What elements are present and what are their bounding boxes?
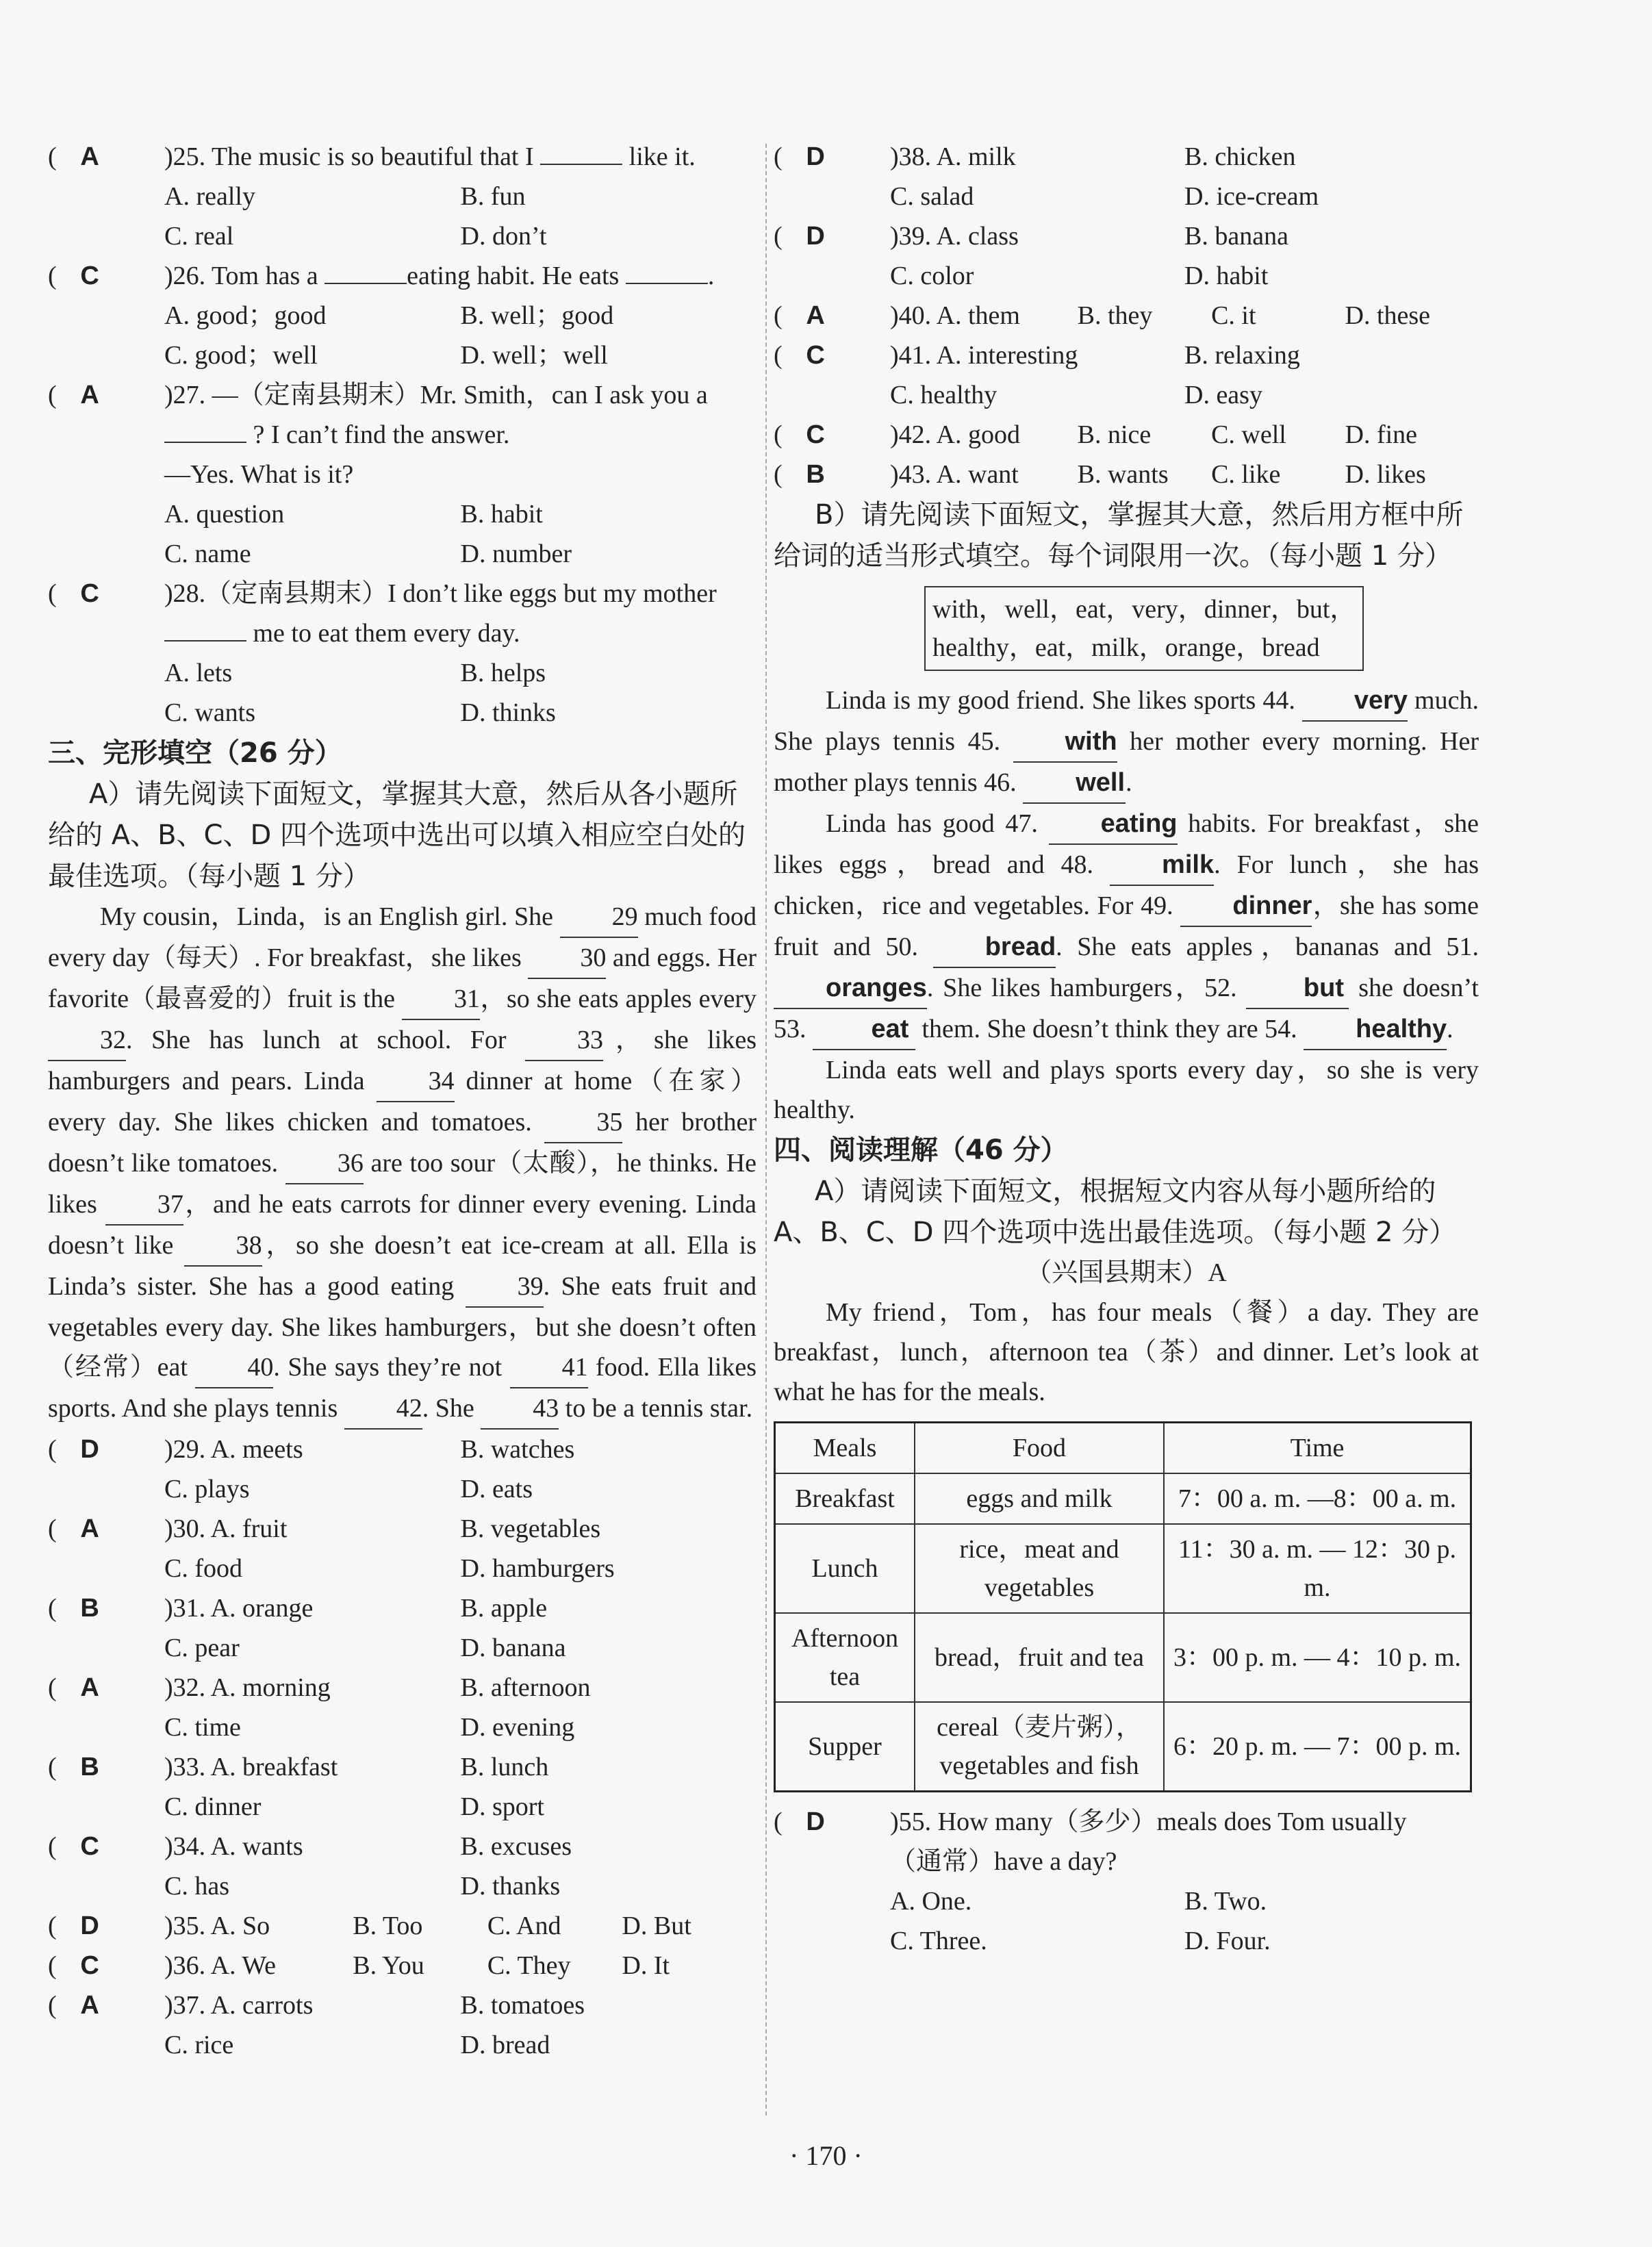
- question-head: ( C: [774, 335, 842, 375]
- option-1: B. Two.: [1184, 1887, 1267, 1916]
- fill-answer: dinner: [1180, 886, 1312, 927]
- option-a: )38. A. milk: [890, 142, 1016, 171]
- option-a: )35. A. So: [164, 1912, 270, 1940]
- option-2: D. habit: [1184, 262, 1269, 290]
- question-stem: [164, 574, 757, 613]
- options: [890, 455, 1479, 494]
- question-head: ( D: [774, 1802, 842, 1842]
- answer-letter: A: [80, 1673, 99, 1702]
- option-2: D. But: [622, 1912, 691, 1940]
- cloze-blank: 35: [544, 1102, 622, 1143]
- question-stem-text: )25. The music is so beautiful that I: [164, 142, 534, 171]
- question-42: [774, 415, 1479, 455]
- fill-passage: Linda eats well and plays sports every day，so she is very healthy.: [774, 1056, 1479, 1124]
- options: [164, 1509, 757, 1588]
- question-stem-text: )27. —（定南县期末）Mr. Smith，can I ask you a: [164, 381, 708, 409]
- option-0: B. chicken: [1184, 142, 1296, 171]
- question-stem: [164, 375, 757, 415]
- right-column: [774, 137, 1479, 1961]
- question-head: ( A: [48, 1985, 116, 2025]
- question-body: [164, 375, 757, 574]
- answer-letter: C: [80, 579, 99, 608]
- question-head: ( D: [48, 1906, 116, 1946]
- options: [890, 415, 1479, 455]
- options: [164, 653, 757, 733]
- question-body: [164, 256, 757, 375]
- stem-tail: like it.: [628, 142, 696, 171]
- option-2: D. easy: [1184, 381, 1262, 409]
- stem-line: （通常）have a day?: [890, 1847, 1117, 1876]
- answer-letter: A: [806, 301, 825, 330]
- option-0: B. You: [353, 1951, 424, 1980]
- option-a: )34. A. wants: [164, 1832, 303, 1861]
- question-25: [48, 137, 757, 256]
- option-2: D. banana: [460, 1634, 566, 1662]
- options: [164, 1906, 757, 1946]
- question-head: ( B: [48, 1747, 116, 1787]
- table-cell: 3：00 p. m. — 4：10 p. m.: [1164, 1613, 1471, 1702]
- options: [164, 1747, 757, 1827]
- option-1: C. color: [890, 262, 974, 290]
- question-33: [48, 1747, 757, 1827]
- table-header-cell: Time: [1164, 1423, 1471, 1474]
- option-2: C. name: [164, 539, 251, 568]
- table-cell: Afternoon tea: [775, 1613, 915, 1702]
- option-a: )37. A. carrots: [164, 1991, 314, 2020]
- question-40: [774, 296, 1479, 335]
- question-32: [48, 1668, 757, 1747]
- stem-line: —Yes. What is it?: [164, 460, 354, 489]
- option-1: C. like: [1211, 460, 1281, 489]
- question-head: ( C: [774, 415, 842, 455]
- options: [164, 1827, 757, 1906]
- question-29: [48, 1430, 757, 1509]
- options: [890, 137, 1479, 216]
- option-2: D. sport: [460, 1792, 544, 1821]
- table-cell: 11：30 a. m. — 12：30 p. m.: [1164, 1524, 1471, 1613]
- option-3: D. don’t: [460, 222, 547, 251]
- answer-letter: D: [80, 1912, 99, 1940]
- question-27: [48, 375, 757, 574]
- cloze-passage: My cousin，Linda，is an English girl. She 29 much food every day（每天）. For breakfast，she likes 30 and eggs. Her favorite（最喜爱的）fruit is the 31，so she eats apples every 32. She has lunch at school. For 33，she likes hamburgers and pears. Linda 34 dinner at home（在家）every day. She likes chicken and tomatoes. 35 her brother doesn’t like tomatoes. 36 are too sour（太酸），he thinks. He likes 37，and he eats carrots for dinner every evening. Linda doesn’t like 38，so she doesn’t eat ice-cream at all. Ella is Linda’s sister. She has a good eating 39. She eats fruit and vegetables every day. She likes hamburgers，but she doesn’t often（经常）eat 40. She says they’re not 41 food. Ella likes sports. And she plays tennis 42. She 43 to be a tennis star.: [48, 897, 757, 1430]
- table-row: [775, 1613, 1471, 1702]
- answer-blank: [164, 640, 246, 642]
- option-0: A. lets: [164, 659, 233, 687]
- question-head: ( A: [48, 1668, 116, 1708]
- cloze-blank: 30: [528, 938, 606, 979]
- option-2: D. these: [1345, 301, 1431, 330]
- fill-answer: eating: [1049, 804, 1178, 845]
- option-1: C. And: [487, 1912, 561, 1940]
- option-2: C. wants: [164, 698, 255, 727]
- option-a: )32. A. morning: [164, 1673, 331, 1702]
- option-0: B. apple: [460, 1594, 548, 1623]
- option-1: C. healthy: [890, 381, 997, 409]
- question-37: [48, 1985, 757, 2065]
- options: [164, 494, 757, 574]
- option-0: B. wants: [1077, 460, 1169, 489]
- question-stem: [164, 256, 757, 296]
- question-stem: [164, 137, 757, 177]
- option-3: D. number: [460, 539, 572, 568]
- option-0: B. excuses: [460, 1832, 572, 1861]
- answer-letter: C: [806, 341, 825, 370]
- question-36: [48, 1946, 757, 1985]
- option-1: C. rice: [164, 2031, 234, 2059]
- reading-paragraph: My friend，Tom，has four meals（餐）a day. They are breakfast，lunch，afternoon tea（茶）and dinner. Let’s look at what he has for the meals.: [774, 1298, 1479, 1406]
- option-a: )39. A. class: [890, 222, 1019, 251]
- question-head: ( A: [774, 296, 842, 335]
- option-0: B. tomatoes: [460, 1991, 585, 2020]
- question-stem-text: )28.（定南县期末）I don’t like eggs but my mother: [164, 579, 717, 608]
- option-2: D. hamburgers: [460, 1554, 615, 1583]
- question-head: ( C: [48, 1827, 116, 1866]
- option-a: )41. A. interesting: [890, 341, 1078, 370]
- fill-answer: oranges: [774, 968, 927, 1009]
- option-0: A. good；good: [164, 301, 327, 330]
- question-41: [774, 335, 1479, 415]
- option-1: C. it: [1211, 301, 1256, 330]
- option-0: B. relaxing: [1184, 341, 1300, 370]
- question-body: [164, 137, 757, 256]
- option-1: B. helps: [460, 659, 546, 687]
- question-30: [48, 1509, 757, 1588]
- table-header-row: [775, 1423, 1471, 1474]
- table-cell: 7：00 a. m. —8：00 a. m.: [1164, 1473, 1471, 1524]
- option-3: D. well；well: [460, 341, 608, 370]
- table-cell: rice，meat and vegetables: [915, 1524, 1164, 1613]
- option-0: B. they: [1077, 301, 1153, 330]
- question-head: ( B: [774, 455, 842, 494]
- question-34: [48, 1827, 757, 1906]
- options: [890, 1881, 1479, 1961]
- option-1: C. has: [164, 1872, 229, 1901]
- question-head: ( C: [48, 256, 116, 296]
- option-3: D. Four.: [1184, 1927, 1271, 1955]
- stem-line: [164, 415, 757, 455]
- option-1: C. plays: [164, 1475, 250, 1503]
- option-0: B. nice: [1077, 420, 1152, 449]
- fill-passage: Linda is my good friend. She likes sports 44. very much. She plays tennis 45. with her mother every morning. Her mother plays tennis 46. well.: [774, 681, 1479, 804]
- options: [164, 1668, 757, 1747]
- answer-blank: [325, 283, 407, 284]
- table-row: [775, 1473, 1471, 1524]
- option-1: C. time: [164, 1713, 241, 1742]
- cloze-blank: 43: [481, 1388, 559, 1430]
- stem-line: [164, 613, 757, 653]
- options: [890, 216, 1479, 296]
- question-stem: )55. How many（多少）meals does Tom usually: [890, 1807, 1407, 1836]
- cloze-blank: 38: [184, 1226, 262, 1267]
- option-2: D. evening: [460, 1713, 575, 1742]
- cloze-blank: 32: [48, 1020, 126, 1061]
- fill-answer: milk: [1110, 845, 1214, 886]
- option-0: B. lunch: [460, 1753, 549, 1781]
- section-title-cloze: 三、完形填空（26 分）: [48, 737, 342, 769]
- stem-mid: eating habit. He eats: [407, 262, 626, 290]
- option-0: A. really: [164, 182, 255, 211]
- instruction-cloze: A）请先阅读下面短文，掌握其大意，然后从各小题所给的 A、B、C、D 四个选项中选出可以填入相应空白处的最佳选项。（每小题 1 分）: [48, 778, 746, 892]
- page-number: · 170 ·: [789, 2140, 863, 2171]
- question-head: ( D: [774, 216, 842, 256]
- option-a: )33. A. breakfast: [164, 1753, 338, 1781]
- stem-tail: .: [707, 262, 715, 290]
- question-head: ( D: [774, 137, 842, 177]
- option-a: )30. A. fruit: [164, 1514, 288, 1543]
- answer-letter: A: [80, 1991, 99, 2020]
- option-a: )36. A. We: [164, 1951, 277, 1980]
- answer-letter: C: [80, 262, 99, 290]
- cloze-blank: 37: [105, 1184, 183, 1226]
- option-1: C. They: [487, 1951, 571, 1980]
- cloze-blank: 36: [285, 1143, 364, 1184]
- option-2: D. ice-cream: [1184, 182, 1319, 211]
- stem-line-text: ? I can’t find the answer.: [246, 420, 510, 449]
- answer-letter: D: [806, 1807, 825, 1836]
- word-box-line: healthy，eat，milk，orange，bread: [932, 633, 1320, 662]
- question-body: [890, 1802, 1479, 1961]
- table-row: [775, 1524, 1471, 1613]
- question-stem-text: )26. Tom has a: [164, 262, 318, 290]
- options: [890, 296, 1479, 335]
- options: [890, 335, 1479, 415]
- question-38: [774, 137, 1479, 216]
- table-cell: cereal（麦片粥），vegetables and fish: [915, 1702, 1164, 1792]
- answer-letter: B: [80, 1594, 99, 1623]
- fill-answer: eat: [813, 1009, 915, 1050]
- fill-passage: Linda has good 47. eating habits. For breakfast，she likes eggs，bread and 48. milk. For lunch，she has chicken，rice and vegetables. For 49. dinner，she has some fruit and 50. bread. She eats apples，bananas and 51. oranges. She likes hamburgers，52. but she doesn’t 53. eat them. She doesn’t think they are 54. healthy.: [774, 804, 1479, 1050]
- option-0: B. banana: [1184, 222, 1288, 251]
- question-43: [774, 455, 1479, 494]
- option-2: D. thanks: [460, 1872, 561, 1901]
- column-divider: [765, 144, 767, 2116]
- fill-answer: very: [1302, 681, 1408, 722]
- option-2: C. good；well: [164, 341, 318, 370]
- table-cell: bread，fruit and tea: [915, 1613, 1164, 1702]
- reading-source: （兴国县期末）A: [1026, 1258, 1227, 1287]
- option-2: C. real: [164, 222, 234, 251]
- answer-letter: B: [806, 460, 825, 489]
- cloze-blank: 39: [466, 1267, 544, 1308]
- option-1: B. well；good: [460, 301, 614, 330]
- option-1: B. fun: [460, 182, 526, 211]
- options: [164, 177, 757, 256]
- answer-letter: A: [80, 1514, 99, 1543]
- question-39: [774, 216, 1479, 296]
- option-a: )43. A. want: [890, 460, 1019, 489]
- option-0: B. watches: [460, 1435, 575, 1464]
- option-0: B. Too: [353, 1912, 423, 1940]
- left-column: [48, 137, 757, 2065]
- option-1: C. dinner: [164, 1792, 262, 1821]
- cloze-blank: 29: [560, 897, 638, 938]
- table-header-cell: Food: [915, 1423, 1164, 1474]
- option-3: D. thinks: [460, 698, 556, 727]
- word-box-line: with，well，eat，very，dinner，but，: [932, 595, 1356, 624]
- answer-blank: [540, 164, 622, 165]
- option-2: C. Three.: [890, 1927, 987, 1955]
- stem-line-text: me to eat them every day.: [246, 619, 520, 648]
- option-2: D. eats: [460, 1475, 533, 1503]
- options: [164, 1985, 757, 2065]
- question-31: [48, 1588, 757, 1668]
- section-title-reading: 四、阅读理解（46 分）: [774, 1134, 1068, 1166]
- table-cell: Lunch: [775, 1524, 915, 1613]
- question-head: ( A: [48, 137, 116, 177]
- question-head: ( C: [48, 574, 116, 613]
- option-1: C. well: [1211, 420, 1286, 449]
- answer-letter: C: [80, 1951, 99, 1980]
- answer-letter: D: [806, 222, 825, 251]
- word-box: [924, 586, 1364, 671]
- option-0: A. One.: [890, 1887, 972, 1916]
- cloze-blank: 33: [525, 1020, 603, 1061]
- options: [164, 1588, 757, 1668]
- option-a: )29. A. meets: [164, 1435, 303, 1464]
- answer-letter: D: [806, 142, 825, 171]
- meal-table: [774, 1421, 1472, 1792]
- question-28: [48, 574, 757, 733]
- instruction-reading: A）请阅读下面短文，根据短文内容从每小题所给的 A、B、C、D 四个选项中选出最佳选项。（每小题 2 分）: [774, 1176, 1457, 1248]
- table-cell: Breakfast: [775, 1473, 915, 1524]
- question-head: ( C: [48, 1946, 116, 1985]
- answer-letter: B: [80, 1753, 99, 1781]
- option-2: D. It: [622, 1951, 670, 1980]
- fill-answer: healthy: [1304, 1009, 1447, 1050]
- cloze-blank: 31: [402, 979, 480, 1020]
- option-2: D. likes: [1345, 460, 1426, 489]
- table-row: [775, 1702, 1471, 1792]
- option-2: D. bread: [460, 2031, 550, 2059]
- question-head: ( A: [48, 375, 116, 415]
- fill-answer: bread: [933, 927, 1056, 968]
- question-35: [48, 1906, 757, 1946]
- option-a: )40. A. them: [890, 301, 1020, 330]
- table-cell: Supper: [775, 1702, 915, 1792]
- cloze-blank: 42: [344, 1388, 422, 1430]
- fill-answer: with: [1013, 722, 1117, 763]
- fill-answer: but: [1246, 968, 1349, 1009]
- table-header-cell: Meals: [775, 1423, 915, 1474]
- option-1: C. food: [164, 1554, 242, 1583]
- answer-blank: [164, 442, 246, 443]
- question-55: [774, 1802, 1479, 1961]
- option-a: )31. A. orange: [164, 1594, 314, 1623]
- answer-letter: D: [80, 1435, 99, 1464]
- fill-answer: well: [1023, 763, 1126, 804]
- option-0: B. vegetables: [460, 1514, 601, 1543]
- table-cell: 6：20 p. m. — 7：00 p. m.: [1164, 1702, 1471, 1792]
- answer-letter: A: [80, 381, 99, 409]
- option-1: C. salad: [890, 182, 974, 211]
- answer-letter: C: [806, 420, 825, 449]
- options: [164, 1430, 757, 1509]
- answer-letter: C: [80, 1832, 99, 1861]
- option-a: )42. A. good: [890, 420, 1020, 449]
- table-cell: eggs and milk: [915, 1473, 1164, 1524]
- option-1: B. habit: [460, 500, 543, 529]
- question-body: [164, 574, 757, 733]
- cloze-blank: 41: [510, 1347, 588, 1388]
- option-2: D. fine: [1345, 420, 1418, 449]
- question-head: ( D: [48, 1430, 116, 1469]
- question-head: ( A: [48, 1509, 116, 1549]
- answer-letter: A: [80, 142, 99, 171]
- question-head: ( B: [48, 1588, 116, 1628]
- answer-blank: [626, 283, 708, 284]
- cloze-blank: 34: [377, 1061, 455, 1102]
- option-0: B. afternoon: [460, 1673, 591, 1702]
- instruction-fill: B）请先阅读下面短文，掌握其大意，然后用方框中所给词的适当形式填空。每个词限用一次。（每小题 1 分）: [774, 499, 1464, 572]
- cloze-blank: 40: [195, 1347, 273, 1388]
- option-1: C. pear: [164, 1634, 240, 1662]
- options: [164, 1946, 757, 1985]
- options: [164, 296, 757, 375]
- question-26: [48, 256, 757, 375]
- option-0: A. question: [164, 500, 285, 529]
